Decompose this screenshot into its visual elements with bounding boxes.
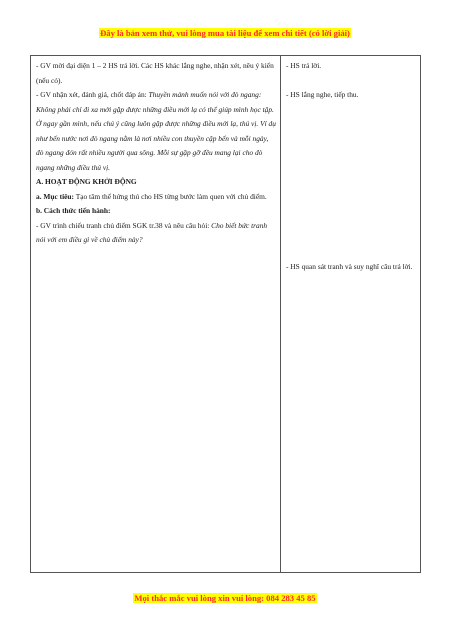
method-question: Cho biết bức tranh nói với em điều gì về chủ điểm này? [36, 220, 268, 244]
goal-text: Tạo tâm thế hứng thú cho HS từng bước làm quen với chủ điểm. [73, 191, 267, 201]
preview-notice-banner [0, 28, 450, 38]
student-activity-column [281, 56, 420, 572]
student-response-2: - HS lắng nghe, tiếp thu. [286, 90, 359, 99]
paragraph-student-answer: - GV mời đại diện 1 – 2 HS trả lời. Các HS khác lắng nghe, nhận xét, nêu ý kiến (nếu có). [36, 61, 274, 85]
paragraph-goal [36, 190, 276, 205]
preview-notice-text: Đây là bản xem thử, vui lòng mua tài liệu để xem chi tiết (có lời giải) [100, 28, 350, 38]
paragraph-method [36, 219, 276, 248]
teacher-activity-column [31, 56, 281, 572]
student-response-3: - HS quan sát tranh và suy nghĩ câu trả lời. [286, 262, 413, 271]
contact-banner [0, 593, 450, 603]
lesson-table [30, 55, 421, 573]
section-heading: A. HOẠT ĐỘNG KHỞI ĐỘNG [36, 177, 137, 186]
conclusion-answer: Thuyền mảnh muốn nói với đò ngang: Không phải chỉ đi xa mới gặp được những điều mới lạ có thể giúp mình học tập. Ở ngay gần mình, nếu chú ý cũng luôn gặp được những điều mới lạ, thú vị. Ví dụ như bến nước nơi đò ngang nằm là nơi nhiều con thuyền cập bến và mỗi ngày, đò ngang đón rất nhiều người qua sông. Mỗi sự gặp gỡ đều mang lại cho đò ngang những điều thú vị. [36, 90, 276, 172]
method-text: - GV trình chiếu tranh chủ điểm SGK tr.38 và nêu câu hỏi: [36, 220, 212, 230]
student-response-1: - HS trả lời. [286, 61, 322, 70]
conclusion-intro: - GV nhận xét, đánh giá, chốt đáp án: [36, 90, 149, 99]
method-heading: b. Cách thức tiến hành: [36, 206, 111, 215]
goal-label: a. Mục tiêu: [36, 191, 74, 201]
contact-text: Mọi thắc mắc vui lòng xin vui lòng: 084 283 45 85 [134, 593, 316, 603]
paragraph-teacher-conclusion [36, 88, 276, 175]
